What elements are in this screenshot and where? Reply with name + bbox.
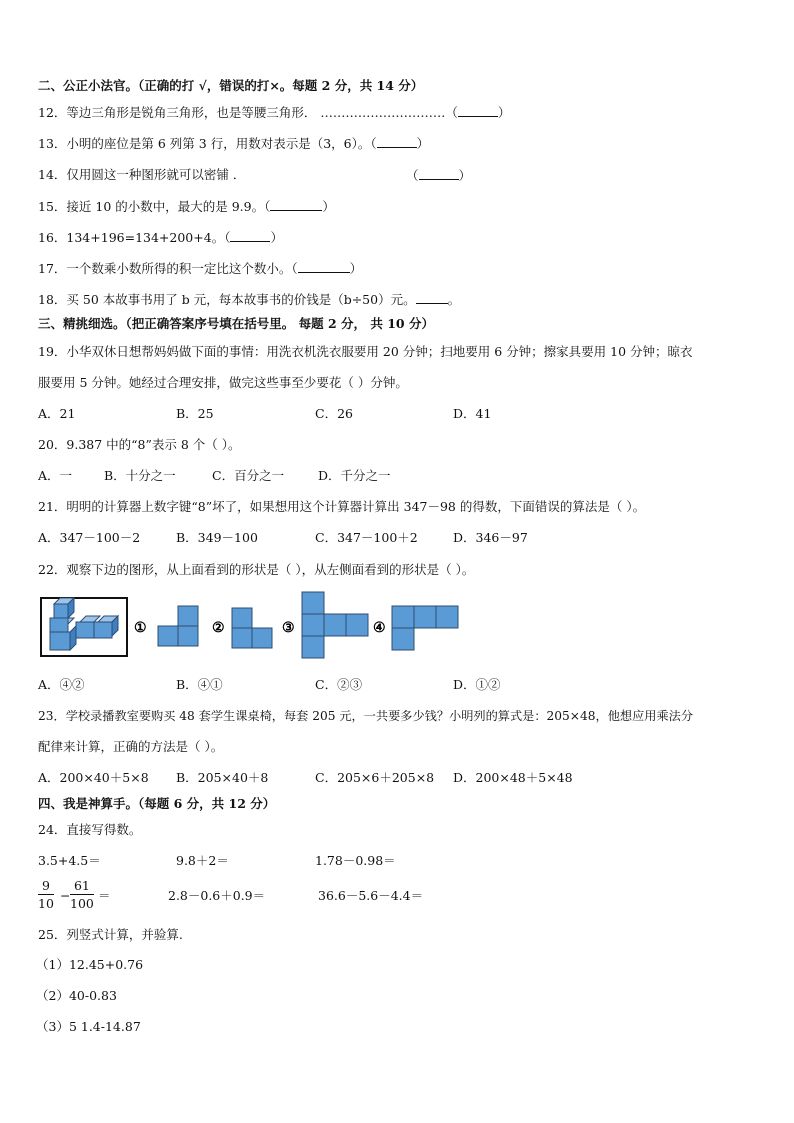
q13-text: 13．小明的座位是第 6 列第 3 行，用数对表示是（3，6）。（ bbox=[38, 136, 377, 151]
question-15 bbox=[38, 198, 335, 215]
question-16 bbox=[38, 229, 283, 246]
q23-option-a[interactable]: A．200×40＋5×8 bbox=[38, 770, 149, 785]
section2-heading: 二、公正小法官。（正确的打 √，错误的打×。每题 2 分，共 14 分） bbox=[38, 78, 424, 93]
fraction-61-100 bbox=[70, 878, 94, 911]
q18-text: 18．买 50 本故事书用了 b 元，每本故事书的价钱是（b÷50）元。 bbox=[38, 292, 416, 307]
q19-option-a[interactable]: A．21 bbox=[38, 406, 76, 421]
q21-option-c[interactable]: C．347－100＋2 bbox=[315, 530, 418, 545]
answer-blank[interactable] bbox=[230, 229, 270, 242]
q24-expr-6: 36.6－5.6－4.4＝ bbox=[318, 888, 424, 903]
q24-expr-2: 9.8＋2＝ bbox=[176, 853, 229, 868]
q15-close: ） bbox=[322, 199, 335, 214]
q24-expr-3: 1.78－0.98＝ bbox=[315, 853, 396, 868]
q23-option-d[interactable]: D．200×48＋5×48 bbox=[453, 770, 573, 785]
section3-heading: 三、精挑细选。（把正确答案序号填在括号里。 每题 2 分， 共 10 分） bbox=[38, 316, 434, 331]
q22-text: 22．观察下边的图形，从上面看到的形状是（ ），从左侧面看到的形状是（ ）。 bbox=[38, 562, 475, 577]
q17-text: 17．一个数乘小数所得的积一定比这个数小。（ bbox=[38, 261, 298, 276]
view-2-shape bbox=[232, 608, 272, 648]
question-13 bbox=[38, 135, 429, 152]
fraction-denominator: 100 bbox=[70, 896, 94, 911]
q17-close: ） bbox=[349, 261, 363, 276]
q18-end: 。 bbox=[447, 292, 461, 307]
q20-option-b[interactable]: B．十分之一 bbox=[104, 468, 176, 483]
question-14 bbox=[38, 167, 245, 183]
q19-option-d[interactable]: D．41 bbox=[453, 406, 492, 421]
q22-option-d[interactable]: D．①② bbox=[453, 677, 501, 692]
q14-open: （ bbox=[406, 168, 419, 183]
view-label-1: ① bbox=[134, 620, 147, 636]
q12-close: ） bbox=[497, 105, 511, 120]
answer-blank[interactable] bbox=[298, 260, 350, 273]
equals-sign: ＝ bbox=[98, 888, 111, 903]
section4-heading: 四、我是神算手。（每题 6 分，共 12 分） bbox=[38, 796, 276, 811]
minus-sign: − bbox=[60, 888, 71, 903]
view-label-4: ④ bbox=[373, 620, 386, 636]
view-label-2: ② bbox=[212, 620, 225, 636]
q19-option-b[interactable]: B．25 bbox=[176, 406, 214, 421]
q14-answer bbox=[406, 167, 471, 184]
q21-option-a[interactable]: A．347－100－2 bbox=[38, 530, 141, 545]
q25-item-3: （3）5 1.4-14.87 bbox=[36, 1019, 141, 1034]
q12-text: 12．等边三角形是锐角三角形，也是等腰三角形． …………………………（ bbox=[38, 105, 458, 120]
q19-option-c[interactable]: C．26 bbox=[315, 406, 353, 421]
q19-line1: 19．小华双休日想帮妈妈做下面的事情：用洗衣机洗衣服要用 20 分钟；扫地要用 6 分钟；擦家具要用 10 分钟；晾衣 bbox=[38, 344, 693, 359]
view-3-shape bbox=[302, 592, 368, 658]
q23-option-b[interactable]: B．205×40＋8 bbox=[176, 770, 269, 785]
q19-line2: 服要用 5 分钟。她经过合理安排，做完这些事至少要花（ ）分钟。 bbox=[38, 375, 408, 390]
view-1-shape bbox=[158, 606, 198, 646]
question-17 bbox=[38, 260, 362, 277]
question-18 bbox=[38, 291, 460, 308]
q16-text: 16．134+196=134+200+4。（ bbox=[38, 230, 231, 245]
answer-blank[interactable] bbox=[419, 167, 459, 180]
q22-figure bbox=[38, 590, 468, 662]
q15-text: 15．接近 10 的小数中，最大的是 9.9。（ bbox=[38, 199, 271, 214]
q25-item-1: （1）12.45+0.76 bbox=[36, 957, 144, 972]
fraction-denominator: 10 bbox=[38, 896, 54, 911]
q22-option-c[interactable]: C．②③ bbox=[315, 677, 363, 692]
q22-option-b[interactable]: B．④① bbox=[176, 677, 223, 692]
q22-option-a[interactable]: A．④② bbox=[38, 677, 85, 692]
q16-close: ） bbox=[270, 230, 283, 245]
q20-text: 20．9.387 中的“8”表示 8 个（ ）。 bbox=[38, 437, 241, 452]
fraction-9-10 bbox=[38, 878, 54, 911]
q25-text: 25．列竖式计算，并验算. bbox=[38, 927, 183, 942]
q21-option-d[interactable]: D．346－97 bbox=[453, 530, 528, 545]
view-4-shape bbox=[392, 606, 458, 650]
q23-line2: 配律来计算，正确的方法是（ ）。 bbox=[38, 739, 224, 754]
q14-close: ） bbox=[458, 168, 472, 183]
q14-text: 14．仅用圆这一种图形就可以密铺 ． bbox=[38, 167, 246, 182]
q21-option-b[interactable]: B．349－100 bbox=[176, 530, 258, 545]
q24-expr-1: 3.5+4.5＝ bbox=[38, 853, 101, 868]
fraction-numerator: 61 bbox=[70, 878, 94, 895]
answer-blank[interactable] bbox=[458, 104, 498, 117]
fraction-numerator: 9 bbox=[38, 878, 54, 895]
q21-text: 21．明明的计算器上数字键“8”坏了，如果想用这个计算器计算出 347－98 的得数，下面错误的算法是（ ）。 bbox=[38, 499, 646, 514]
answer-blank[interactable] bbox=[416, 291, 448, 304]
q24-expr-5: 2.8－0.6＋0.9＝ bbox=[168, 888, 266, 903]
q20-option-c[interactable]: C．百分之一 bbox=[212, 468, 285, 483]
q23-line1: 23．学校录播教室要购买 48 套学生课桌椅，每套 205 元，一共要多少钱？小明列的算式是：205×48，他想应用乘法分 bbox=[38, 709, 694, 723]
answer-blank[interactable] bbox=[377, 135, 417, 148]
q23-option-c[interactable]: C．205×6＋205×8 bbox=[315, 770, 435, 785]
q24-text: 24．直接写得数。 bbox=[38, 822, 142, 837]
cube-solid-icon bbox=[50, 598, 118, 650]
answer-blank[interactable] bbox=[270, 198, 322, 211]
question-12 bbox=[38, 104, 510, 121]
view-label-3: ③ bbox=[282, 620, 295, 636]
q13-close: ） bbox=[416, 136, 430, 151]
q25-item-2: （2）40-0.83 bbox=[36, 988, 117, 1003]
q20-option-a[interactable]: A．一 bbox=[38, 468, 73, 483]
q20-option-d[interactable]: D．千分之一 bbox=[318, 468, 391, 483]
